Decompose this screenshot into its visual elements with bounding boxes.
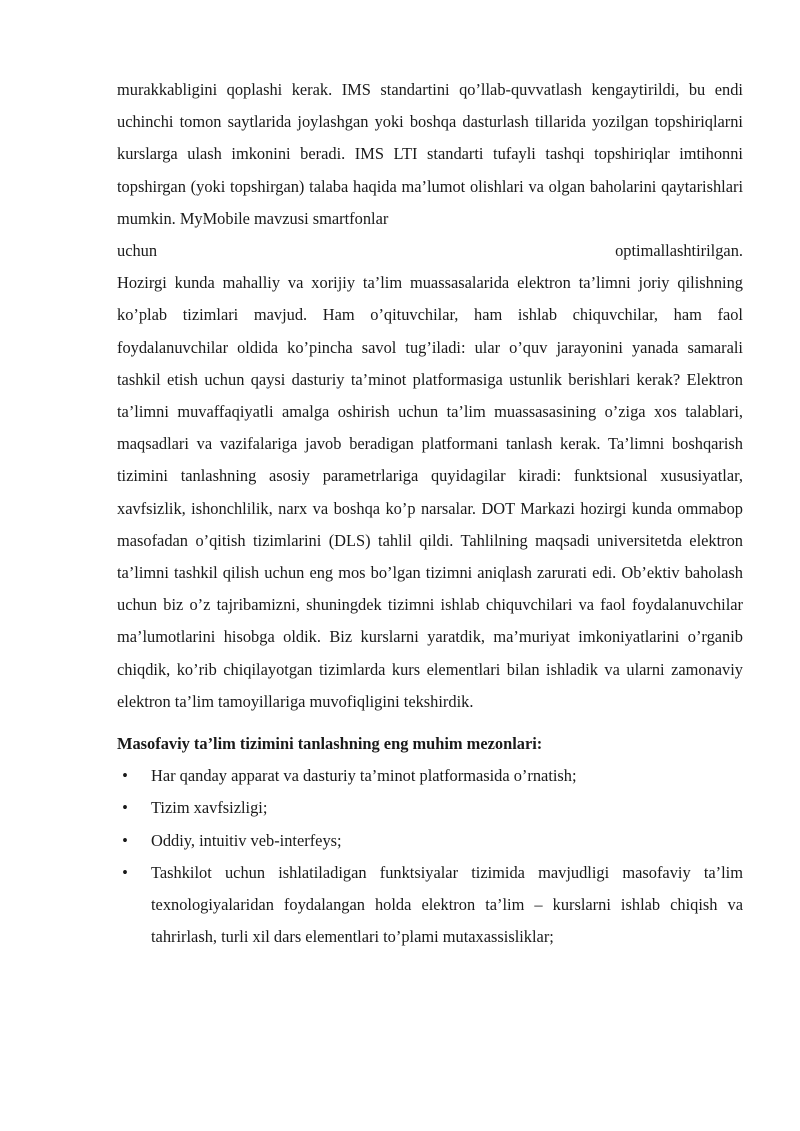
list-item [117, 825, 743, 857]
paragraph-2: Hozirgi kunda mahalliy va xorijiy ta’lim muassasalarida elektron ta’limni joriy qilishning ko’plab tizimlari mavjud. Ham o’qituvchilar, ham ishlab chiquvchilar, ham faol foydalanuvchilar oldida ko’pincha savol tug’iladi: ular o’quv jarayonini yanada samarali tashkil etish uchun qaysi dasturiy ta’minot platformasiga ustunlik berishlari kerak? Elektron ta’limni muvaffaqiyatli amalga oshirish uchun ta’lim muassasasining o’ziga xos talablari, maqsadlari va vazifalariga javob beradigan platformani tanlash kerak. Ta’limni boshqarish tizimini tanlashning asosiy parametrlariga quyidagilar kiradi: funktsional xususiyatlar, xavfsizlik, ishonchlilik, narx va boshqa ko’p narsalar. DOT Markazi hozirgi kunda ommabop masofadan o’qitish tizimlarini (DLS) tahlil qildi. Tahlilning maqsadi universitetda elektron ta’limni tashkil qilish uchun eng mos bo’lgan tizimni aniqlash zarurati edi. Ob’ektiv baholash uchun biz o’z tajribamizni, shuningdek tizimni ishlab chiquvchilari va faol foydalanuvchilar ma’lumotlarini hisobga oldik. Biz kurslarni yaratdik, ma’muriyat imkoniyatlarini o’rganib chiqdik, ko’rib chiqilayotgan tizimlarda kurs elementlari bilan ishladik va ularni zamonaviy elektron ta’lim tamoyillariga muvofiqligini tekshirdik. [117, 273, 743, 711]
bullet-icon: • [122, 766, 128, 786]
paragraph-1-end-right: optimallashtirilgan. [615, 241, 743, 261]
section-heading: Masofaviy ta’lim tizimini tanlashning eng muhim mezonlari: [117, 734, 543, 754]
list-item-text: Har qanday apparat va dasturiy ta’minot platformasida o’rnatish; [151, 766, 577, 786]
list-item-text: Tashkilot uchun ishlatiladigan funktsiyalar tizimida mavjudligi masofaviy ta’lim texnologiyalaridan foydalangan holda elektron ta’lim – kurslarni ishlab chiqish va tahrirlash, turli xil dars elementlari to’plami mutaxassisliklar; [151, 862, 743, 947]
list-item [117, 760, 743, 792]
list-item-text: Tizim xavfsizligi; [151, 798, 268, 818]
paragraph-1-end-left: uchun [117, 241, 158, 261]
list-item [117, 792, 743, 824]
bullet-icon: • [122, 798, 128, 818]
bullet-icon: • [122, 830, 128, 850]
paragraph-1: murakkabligini qoplashi kerak. IMS standartini qo’llab-quvvatlash kengaytirildi, bu endi uchinchi tomon saytlarida joylashgan yoki boshqa dasturlash tillarida yozilgan topshiriqlarni kurslarga ulash imkonini beradi. IMS LTI standarti tufayli tashqi topshiriqlar imtihonni topshirgan (yoki topshirgan) talaba haqida ma’lumot olishlari va olgan baholarini qaytarishlari mumkin. MyMobile mavzusi smartfonlar [117, 80, 743, 228]
list-item-text: Oddiy, intuitiv veb-interfeys; [151, 830, 342, 850]
criteria-list [117, 760, 743, 953]
list-item [117, 857, 743, 954]
document-body [117, 74, 743, 953]
paragraph-1-last-line [117, 235, 743, 267]
bullet-icon: • [122, 862, 128, 882]
